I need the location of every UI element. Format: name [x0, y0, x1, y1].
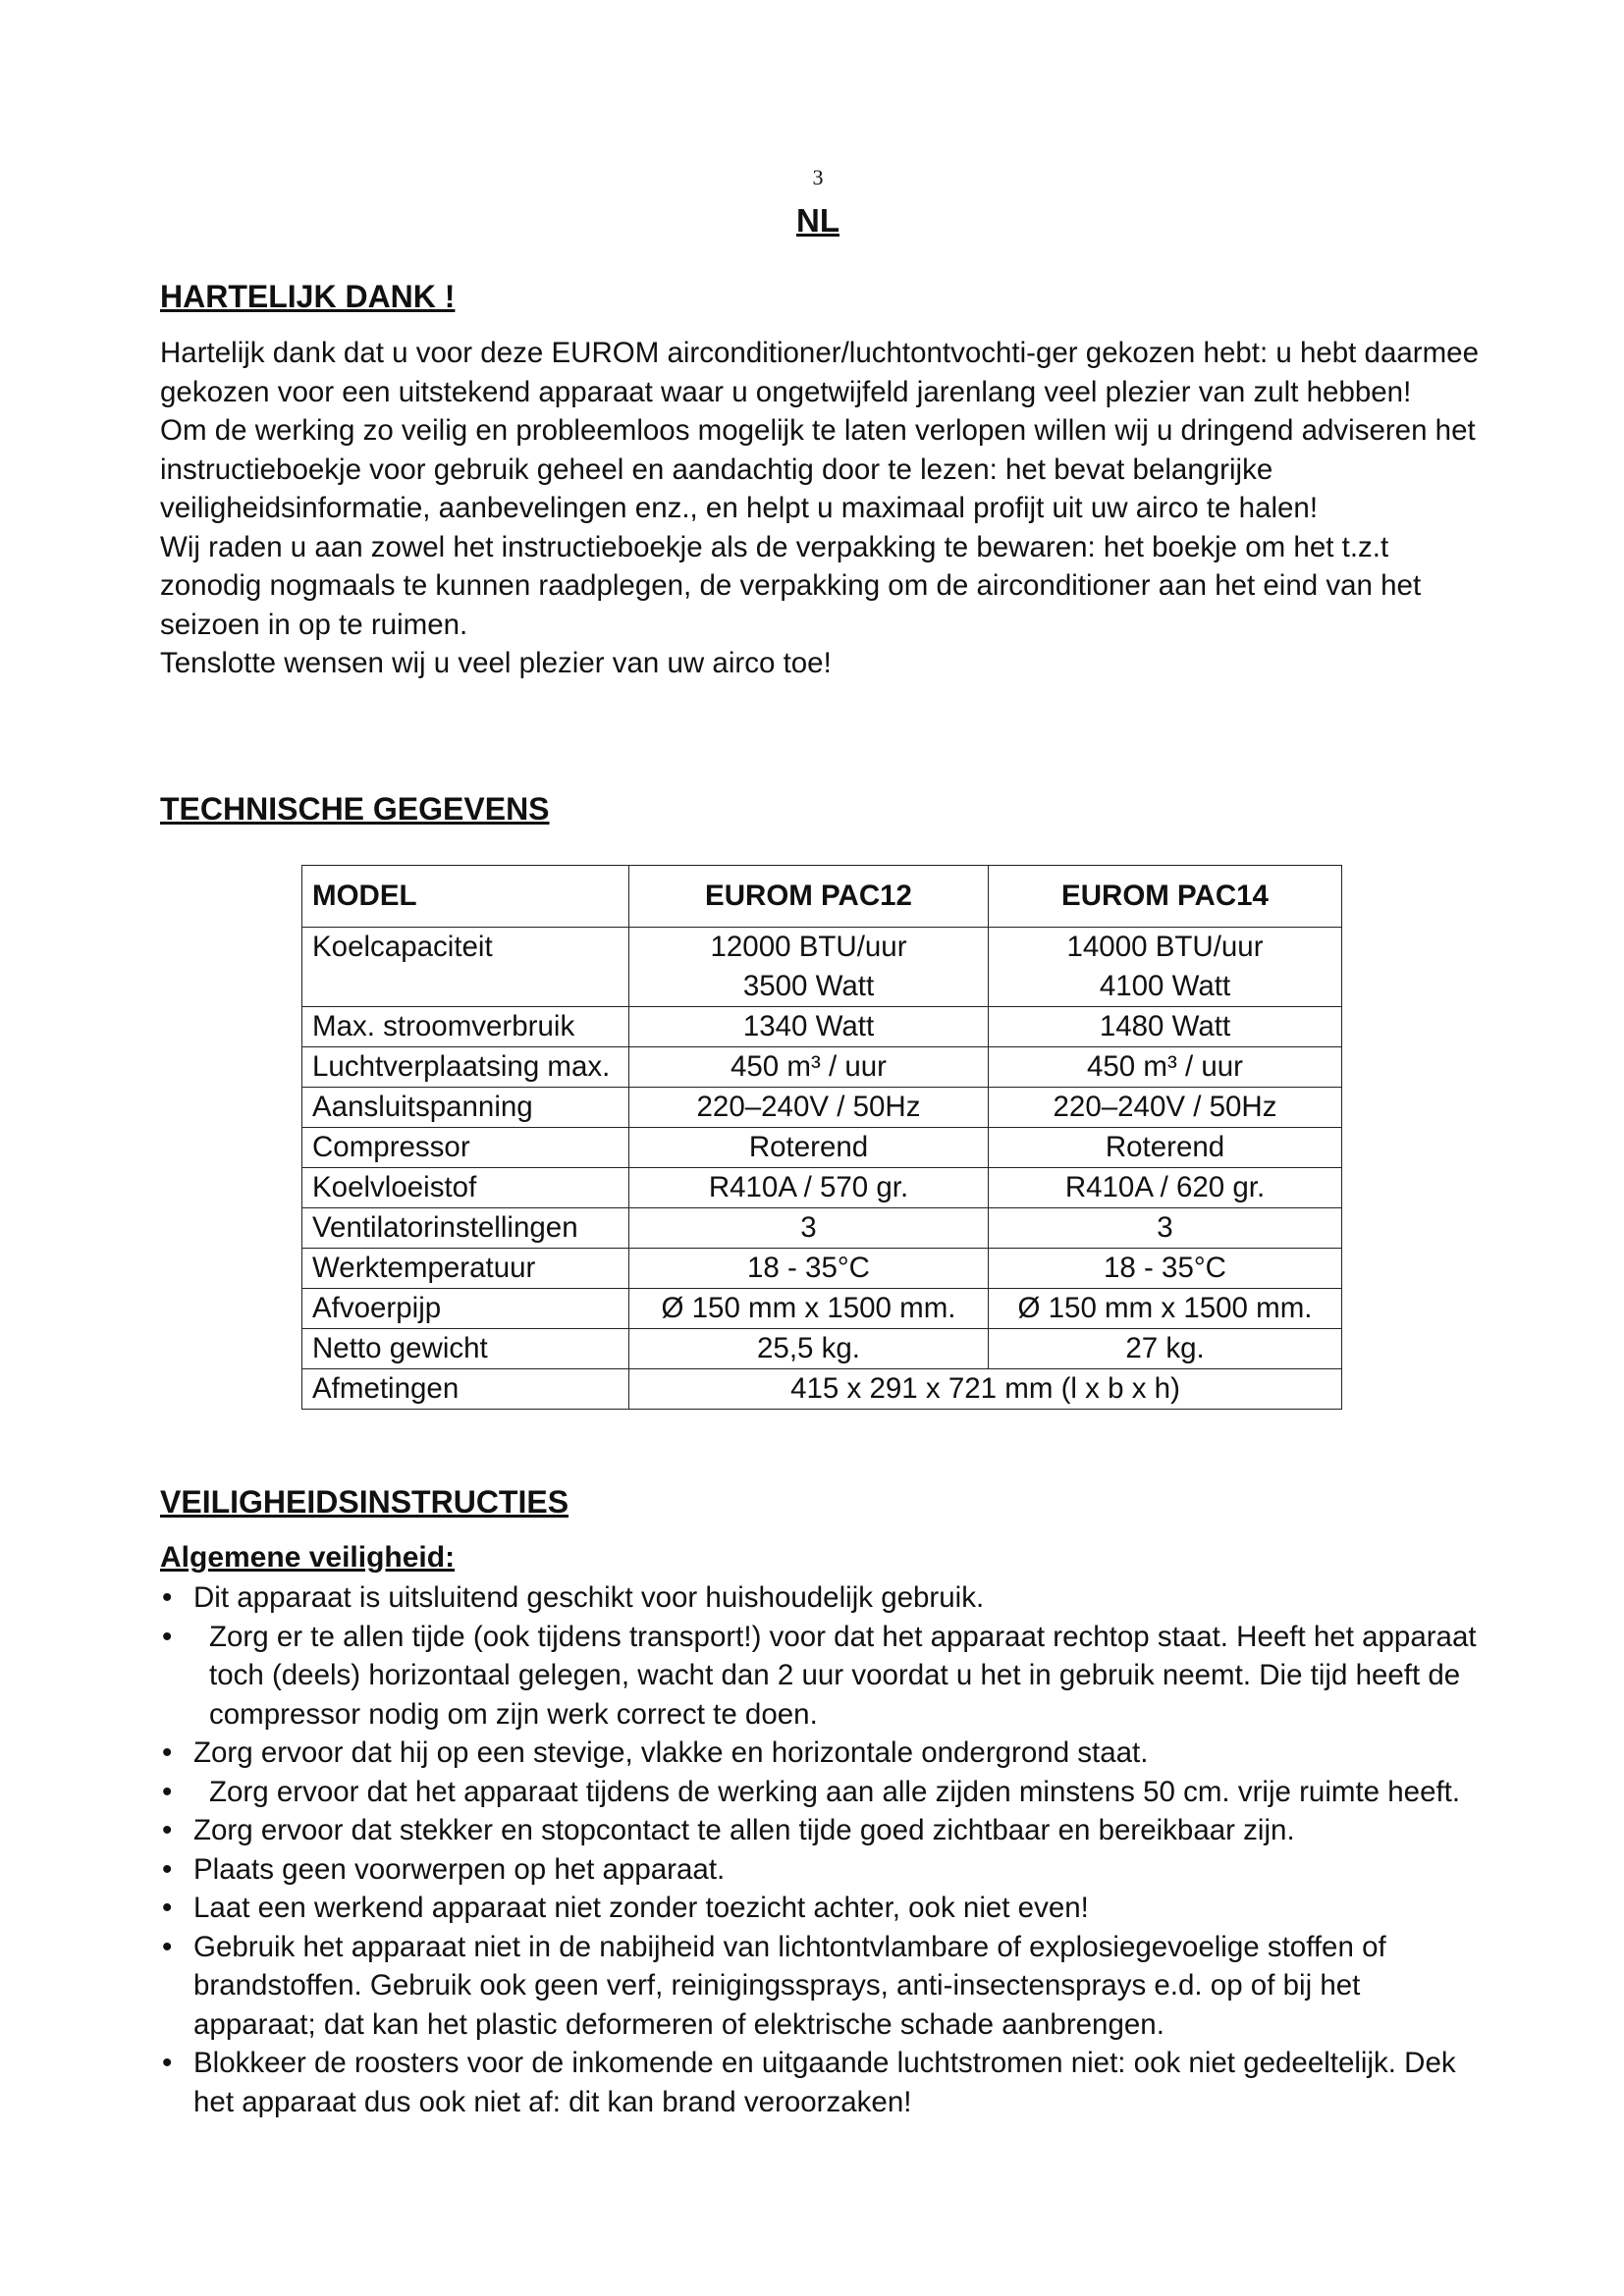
safety-list [160, 1578, 1486, 2121]
row-label: Ventilatorinstellingen [302, 1208, 629, 1249]
row-label: Max. stroomverbruik [302, 1007, 629, 1047]
intro-text [160, 334, 1486, 683]
row-label: Luchtverplaatsing max. [302, 1047, 629, 1088]
list-item: • Zorg ervoor dat stekker en stopcontact te allen tijde goed zichtbaar en bereikbaar zijn. [160, 1811, 1486, 1850]
cell-pac14: Roterend [989, 1128, 1342, 1168]
table-row [302, 1369, 1342, 1410]
specs-table [301, 865, 1342, 1410]
table-row [302, 1289, 1342, 1329]
table-row [302, 1128, 1342, 1168]
row-label: Aansluitspanning [302, 1088, 629, 1128]
cell-pac12 [629, 928, 989, 1007]
language-label: NL [796, 202, 839, 239]
header-model: MODEL [302, 866, 629, 928]
table-row [302, 1208, 1342, 1249]
cell-both: 415 x 291 x 721 mm (l x b x h) [629, 1369, 1342, 1410]
intro-paragraph: Om de werking zo veilig en probleemloos mogelijk te laten verlopen willen wij u dringend adviseren het instructieboekje voor gebruik geheel en aandachtig door te lezen: het bevat belangrijke veiligheidsinformatie, aanbevelingen enz., en helpt u maximaal profijt uit uw airco te halen! [160, 414, 1476, 524]
header-pac12: EUROM PAC12 [629, 866, 989, 928]
cell-pac14: 1480 Watt [989, 1007, 1342, 1047]
cell-pac12: 18 - 35°C [629, 1249, 989, 1289]
cell-pac12: 3 [629, 1208, 989, 1249]
list-item: • Zorg ervoor dat hij op een stevige, vlakke en horizontale ondergrond staat. [160, 1734, 1486, 1773]
table-row [302, 1007, 1342, 1047]
cell-pac12: R410A / 570 gr. [629, 1168, 989, 1208]
page-number: 3 [812, 165, 824, 189]
cell-pac14: 450 m³ / uur [989, 1047, 1342, 1088]
cell-line: 3500 Watt [742, 970, 875, 1002]
row-label: Compressor [302, 1128, 629, 1168]
row-label: Afvoerpijp [302, 1289, 629, 1329]
cell-pac14 [989, 928, 1342, 1007]
intro-paragraph: Wij raden u aan zowel het instructieboekje als de verpakking te bewaren: het boekje om het t.z.t zonodig nogmaals te kunnen raadplegen, de verpakking om de airconditioner aan het eind van het seizoen in op te ruimen. [160, 530, 1422, 641]
cell-pac14: Ø 150 mm x 1500 mm. [989, 1289, 1342, 1329]
cell-pac14: 220–240V / 50Hz [989, 1088, 1342, 1128]
cell-pac14: 3 [989, 1208, 1342, 1249]
cell-pac12: 1340 Watt [629, 1007, 989, 1047]
cell-pac12: Ø 150 mm x 1500 mm. [629, 1289, 989, 1329]
cell-pac14: 18 - 35°C [989, 1249, 1342, 1289]
cell-pac12: 450 m³ / uur [629, 1047, 989, 1088]
table-header-row [302, 866, 1342, 928]
list-item: • Plaats geen voorwerpen op het apparaat. [160, 1850, 1486, 1890]
table-row [302, 1168, 1342, 1208]
table-row [302, 1249, 1342, 1289]
safety-heading: VEILIGHEIDSINSTRUCTIES [160, 1484, 569, 1520]
cell-line: 4100 Watt [1099, 970, 1231, 1002]
list-item: • Laat een werkend apparaat niet zonder toezicht achter, ook niet even! [160, 1889, 1486, 1928]
table-row [302, 1329, 1342, 1369]
safety-subheading: Algemene veiligheid: [160, 1541, 456, 1574]
intro-paragraph: Hartelijk dank dat u voor deze EUROM airconditioner/luchtontvochti-ger gekozen hebt: u hebt daarmee gekozen voor een uitstekend apparaat waar u ongetwijfeld jarenlang veel plezier van zult hebben! [160, 337, 1479, 408]
list-item: • Blokkeer de roosters voor de inkomende en uitgaande luchtstromen niet: ook niet gedeeltelijk. Dek het apparaat dus ook niet af: dit kan brand veroorzaken! [160, 2044, 1486, 2121]
list-item: • Dit apparaat is uitsluitend geschikt voor huishoudelijk gebruik. [160, 1578, 1486, 1618]
table-row [302, 1047, 1342, 1088]
table-row [302, 928, 1342, 1007]
cell-pac12: 25,5 kg. [629, 1329, 989, 1369]
cell-pac14: 27 kg. [989, 1329, 1342, 1369]
table-row [302, 1088, 1342, 1128]
specs-heading: TECHNISCHE GEGEVENS [160, 791, 550, 827]
row-label: Netto gewicht [302, 1329, 629, 1369]
thanks-heading: HARTELIJK DANK ! [160, 279, 456, 314]
header-pac14: EUROM PAC14 [989, 866, 1342, 928]
row-label: Werktemperatuur [302, 1249, 629, 1289]
list-item: • Gebruik het apparaat niet in de nabijheid van lichtontvlambare of explosiegevoelige stoffen of brandstoffen. Gebruik ook geen verf, reinigingssprays, anti-insectensprays e.d. op of bij het apparaat; dat kan het plastic deformeren of elektrische schade aanbrengen. [160, 1928, 1486, 2045]
row-label: Afmetingen [302, 1369, 629, 1410]
list-item: • Zorg ervoor dat het apparaat tijdens de werking aan alle zijden minstens 50 cm. vrije ruimte heeft. [160, 1773, 1486, 1812]
list-item: • Zorg er te allen tijde (ook tijdens transport!) voor dat het apparaat rechtop staat. Heeft het apparaat toch (deels) horizontaal gelegen, wacht dan 2 uur voordat u het in gebruik neemt. Die tijd heeft de compressor nodig om zijn werk correct te doen. [160, 1618, 1486, 1735]
cell-pac12: 220–240V / 50Hz [629, 1088, 989, 1128]
intro-paragraph: Tenslotte wensen wij u veel plezier van uw airco toe! [160, 647, 832, 679]
row-label: Koelvloeistof [302, 1168, 629, 1208]
row-label: Koelcapaciteit [302, 928, 629, 1007]
cell-line: 12000 BTU/uur [710, 931, 907, 963]
cell-pac12: Roterend [629, 1128, 989, 1168]
cell-pac14: R410A / 620 gr. [989, 1168, 1342, 1208]
cell-line: 14000 BTU/uur [1066, 931, 1264, 963]
